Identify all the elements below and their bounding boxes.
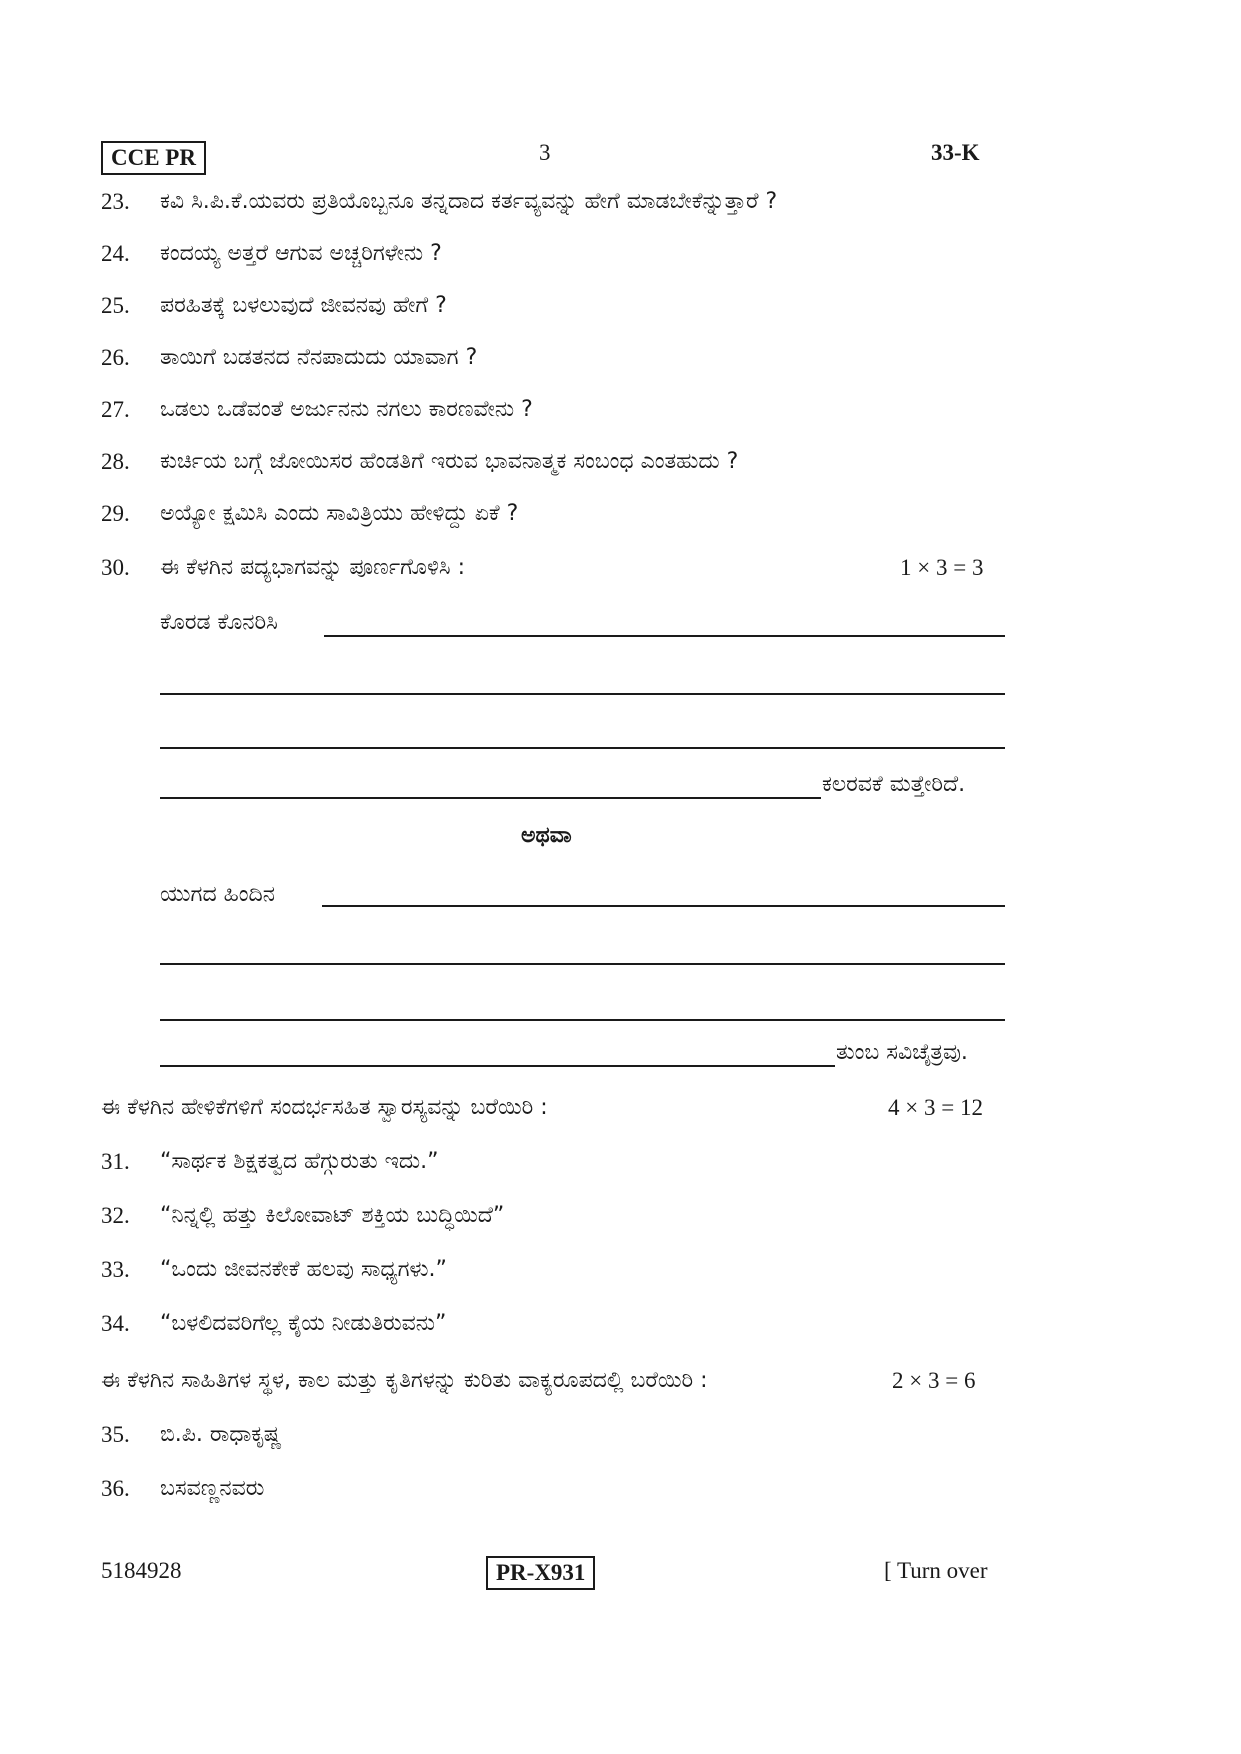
question-number: 35.	[101, 1422, 130, 1447]
question-number: 33.	[101, 1257, 130, 1282]
page-number: 3	[539, 140, 551, 165]
question-text: “ಬಳಲಿದವರಿಗೆಲ್ಲ ಕೈಯ ನೀಡುತಿರುವನು”	[160, 1311, 447, 1336]
or-label: ಅಥವಾ	[521, 823, 572, 848]
answer-line	[160, 1065, 835, 1067]
question-number: 23.	[101, 189, 130, 214]
answer-line	[160, 693, 1005, 695]
marks-label: 1 × 3 = 3	[900, 555, 984, 580]
question-text: ಈ ಕೆಳಗಿನ ಪದ್ಯಭಾಗವನ್ನು ಪೂರ್ಣಗೊಳಿಸಿ :	[160, 555, 466, 580]
question-text: ಅಯ್ಯೋ ಕ್ಷಮಿಸಿ ಎಂದು ಸಾವಿತ್ರಿಯು ಹೇಳಿದ್ದು ಏಕೆ ?	[160, 501, 519, 526]
poem-1-end: ಕಲರವಕೆ ಮತ್ತೇರಿದೆ.	[822, 772, 966, 797]
question-text: ಕಂದಯ್ಯ ಅತ್ತರೆ ಆಗುವ ಅಚ್ಚರಿಗಳೇನು ?	[160, 241, 442, 266]
question-number: 36.	[101, 1476, 130, 1501]
question-number: 27.	[101, 397, 130, 422]
paper-code: 33-K	[931, 140, 980, 165]
question-number: 34.	[101, 1311, 130, 1336]
question-number: 24.	[101, 241, 130, 266]
question-text: ಬಿ.ಪಿ. ರಾಧಾಕೃಷ್ಣ	[160, 1422, 282, 1447]
question-text: “ಸಾರ್ಥಕ ಶಿಕ್ಷಕತ್ವದ ಹೆಗ್ಗುರುತು ಇದು.”	[160, 1149, 439, 1174]
marks-label: 4 × 3 = 12	[888, 1095, 983, 1120]
answer-line	[160, 1019, 1005, 1021]
question-text: “ನಿನ್ನಲ್ಲಿ ಹತ್ತು ಕಿಲೋವಾಟ್ ಶಕ್ತಿಯ ಬುದ್ಧಿಯಿದೆ”	[160, 1203, 505, 1228]
footer-code-box: PR-X931	[486, 1556, 595, 1590]
question-number: 31.	[101, 1149, 130, 1174]
header-code-box: CCE PR	[101, 141, 206, 175]
question-text: ಬಸವಣ್ಣನವರು	[160, 1476, 265, 1501]
question-number: 25.	[101, 293, 130, 318]
answer-line	[324, 635, 1005, 637]
poem-2-start: ಯುಗದ ಹಿಂದಿನ	[160, 882, 275, 907]
answer-line	[322, 905, 1005, 907]
section-instruction: ಈ ಕೆಳಗಿನ ಸಾಹಿತಿಗಳ ಸ್ಥಳ, ಕಾಲ ಮತ್ತು ಕೃತಿಗಳನ್ನು ಕುರಿತು ವಾಕ್ಯರೂಪದಲ್ಲಿ ಬರೆಯಿರಿ :	[101, 1368, 708, 1393]
question-text: ಒಡಲು ಒಡೆವಂತೆ ಅರ್ಜುನನು ನಗಲು ಕಾರಣವೇನು ?	[160, 397, 533, 422]
footer-code: 5184928	[101, 1558, 182, 1583]
question-text: ಕವಿ ಸಿ.ಪಿ.ಕೆ.ಯವರು ಪ್ರತಿಯೊಬ್ಬನೂ ತನ್ನದಾದ ಕರ್ತವ್ಯವನ್ನು ಹೇಗೆ ಮಾಡಬೇಕೆನ್ನುತ್ತಾರೆ ?	[160, 189, 778, 214]
question-number: 32.	[101, 1203, 130, 1228]
question-text: “ಒಂದು ಜೀವನಕೇಕೆ ಹಲವು ಸಾಧ್ಯಗಳು.”	[160, 1257, 447, 1282]
question-text: ಪರಹಿತಕ್ಕೆ ಬಳಲುವುದೆ ಜೀವನವು ಹೇಗೆ ?	[160, 293, 447, 318]
question-text: ಕುರ್ಚಿಯ ಬಗ್ಗೆ ಜೋಯಿಸರ ಹೆಂಡತಿಗೆ ಇರುವ ಭಾವನಾತ್ಮಕ ಸಂಬಂಧ ಎಂತಹುದು ?	[160, 449, 739, 474]
answer-line	[160, 963, 1005, 965]
question-text: ತಾಯಿಗೆ ಬಡತನದ ನೆನಪಾದುದು ಯಾವಾಗ ?	[160, 345, 478, 370]
answer-line	[160, 747, 1005, 749]
question-number: 29.	[101, 501, 130, 526]
turn-over-label: [ Turn over	[884, 1558, 988, 1583]
marks-label: 2 × 3 = 6	[892, 1368, 976, 1393]
section-instruction: ಈ ಕೆಳಗಿನ ಹೇಳಿಕೆಗಳಿಗೆ ಸಂದರ್ಭಸಹಿತ ಸ್ವಾರಸ್ಯವನ್ನು ಬರೆಯಿರಿ :	[101, 1095, 548, 1120]
poem-2-end: ತುಂಬ ಸವಿಚೈತ್ರವು.	[836, 1040, 968, 1065]
question-number: 26.	[101, 345, 130, 370]
question-number: 30.	[101, 555, 130, 580]
poem-1-start: ಕೊರಡ ಕೊನರಿಸಿ	[160, 610, 278, 635]
question-number: 28.	[101, 449, 130, 474]
answer-line	[160, 797, 821, 799]
